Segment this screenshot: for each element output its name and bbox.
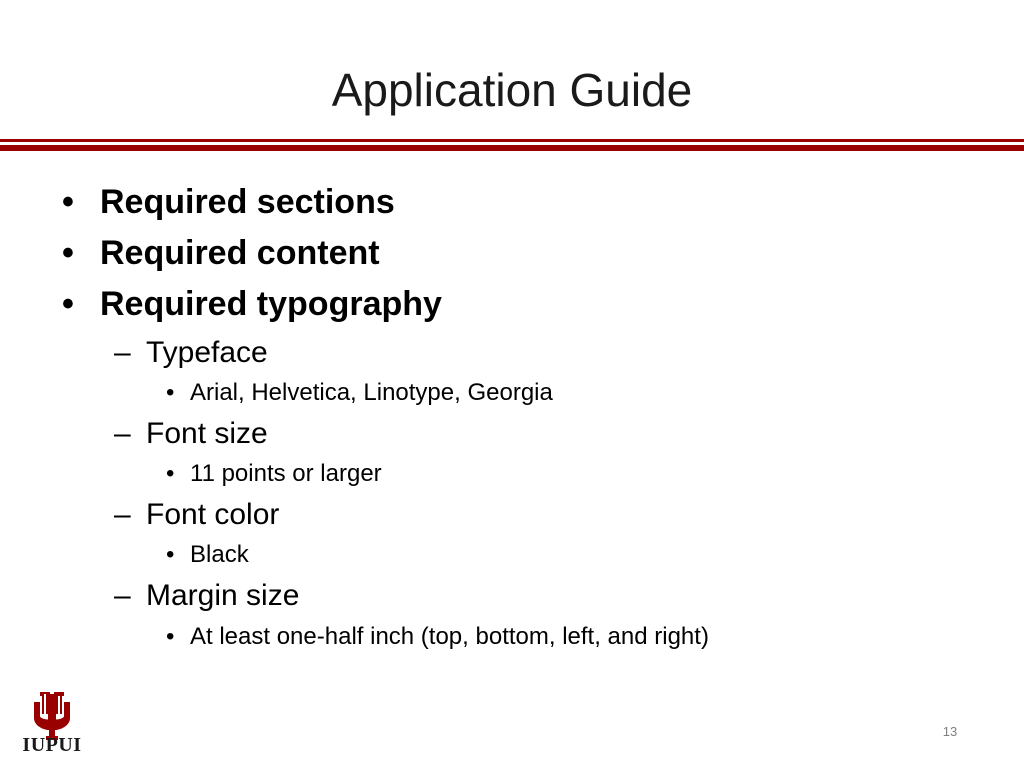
detail-margin-size [166, 622, 709, 652]
trident-center [48, 694, 56, 722]
bullet-glyph: • [166, 623, 175, 650]
bullet-label: Required sections [100, 183, 395, 221]
bullet-glyph: • [62, 234, 74, 272]
dash-glyph: – [114, 417, 131, 450]
dash-glyph: – [114, 498, 131, 531]
detail-text: Black [190, 541, 249, 568]
bullet-glyph: • [166, 379, 175, 406]
dash-glyph: – [114, 579, 131, 612]
sub-item-label: Margin size [146, 579, 300, 612]
detail-text: 11 points or larger [190, 460, 382, 487]
sub-item-label: Font size [146, 417, 268, 450]
detail-font-size [166, 459, 382, 489]
sub-item-label: Typeface [146, 336, 268, 369]
bullet-glyph: • [62, 183, 74, 221]
bullet-glyph: • [166, 541, 175, 568]
sub-item-label: Font color [146, 498, 280, 531]
page-number: 13 [942, 724, 958, 739]
bullet-required-content [62, 233, 380, 273]
detail-typeface [166, 378, 553, 408]
detail-font-color [166, 540, 249, 570]
bullet-label: Required typography [100, 285, 442, 323]
sub-item-font-size [114, 416, 268, 452]
sub-item-typeface [114, 335, 268, 371]
bullet-required-typography [62, 284, 442, 324]
iupui-logo-text: IUPUI [22, 734, 82, 756]
bullet-glyph: • [62, 285, 74, 323]
detail-text: At least one-half inch (top, bottom, left, and right) [190, 623, 709, 650]
bullet-required-sections [62, 182, 395, 222]
sub-item-margin-size [114, 578, 299, 614]
dash-glyph: – [114, 336, 131, 369]
bullet-label: Required content [100, 234, 380, 272]
bullet-glyph: • [166, 460, 175, 487]
sub-item-font-color [114, 497, 279, 533]
detail-text: Arial, Helvetica, Linotype, Georgia [190, 379, 553, 406]
slide-title: Application Guide [331, 64, 693, 116]
